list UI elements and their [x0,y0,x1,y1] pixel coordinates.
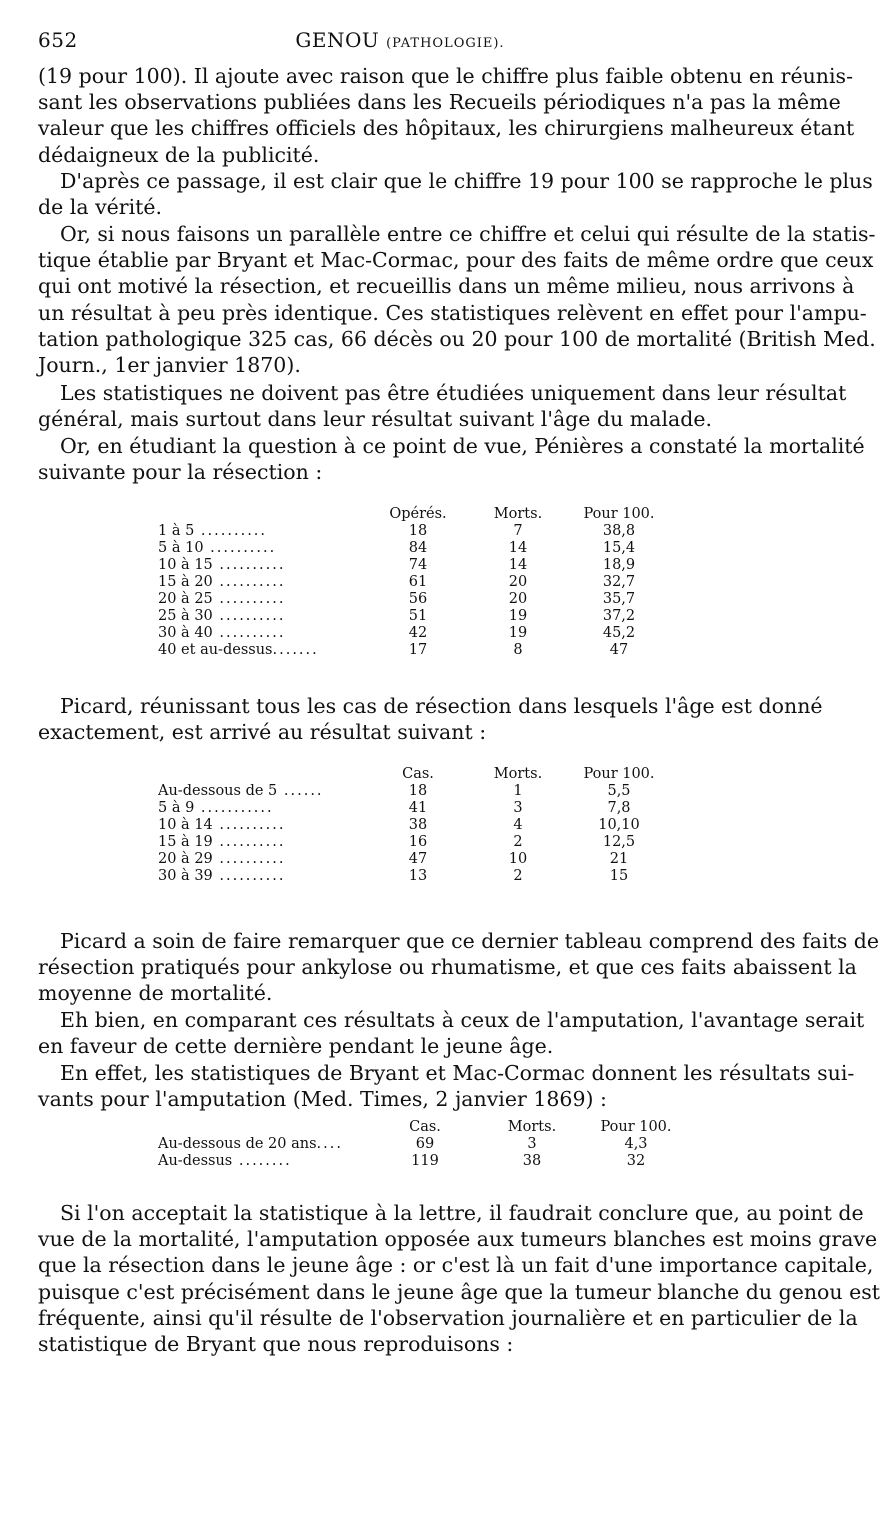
text-line: sant les observations publiées dans les Recueils périodiques n'a pas la même [38,90,841,115]
cell-morts: 7 [513,523,523,539]
cell-morts: 14 [508,557,528,573]
text-line: fréquente, ainsi qu'il résulte de l'observation journalière et en particulier de la [38,1305,858,1330]
leader-dots: .......... [212,557,286,573]
column-header: Cas. [409,1119,441,1135]
text-line: Les statistiques ne doivent pas être étudiées uniquement dans leur résultat [60,381,847,405]
text-line: exactement, est arrivé au résultat suivant : [38,720,487,745]
cell-morts: 19 [508,625,528,641]
leader-dots: .......... [212,851,286,867]
table-row [158,868,668,885]
cell-morts: 8 [513,642,523,658]
text-line: (19 pour 100). Il ajoute avec raison que le chiffre plus faible obtenu en réunis- [38,64,854,88]
column-header: Cas. [402,766,434,782]
table-row [158,540,668,557]
text-line: en faveur de cette dernière pendant le jeune âge. [38,1034,554,1059]
cell-cas: 16 [408,834,428,850]
table-header-row [158,766,668,783]
column-header [158,766,370,783]
leader-dots: .......... [212,834,286,850]
leader-dots: .......... [212,868,286,884]
column-header: Opérés. [389,506,447,522]
cell-operes: 42 [408,625,428,641]
column-header [158,506,370,523]
table-row [158,817,668,834]
age-range: 40 et au-dessus [158,642,273,658]
leader-dots: ...... [277,783,324,799]
cell-morts: 20 [508,574,528,590]
table-row [158,557,668,574]
cell-operes: 61 [408,574,428,590]
text-line: puisque c'est précisément dans le jeune âge que la tumeur blanche du genou est [38,1279,880,1304]
age-range: 20 à 25 [158,591,213,607]
running-title-main: GENOU [295,28,380,52]
text-line: tation pathologique 325 cas, 66 décès ou 20 pour 100 de mortalité (British Med. [38,326,876,351]
leader-dots: ........... [194,800,274,816]
age-range: Au-dessus [158,1153,233,1169]
text-line: que la résection dans le jeune âge : or c'est là un fait d'une importance capitale, [38,1253,874,1278]
text-line: qui ont motivé la résection, et recueillis dans un même milieu, nous arrivons à [38,274,855,299]
table-row [158,834,668,851]
cell-pour-cent: 15,4 [602,540,636,556]
table-header-row [158,1119,688,1136]
leader-dots: .......... [212,574,286,590]
cell-cas: 69 [415,1136,435,1152]
age-range: Au-dessous de 20 ans [158,1136,317,1152]
text-line: D'après ce passage, il est clair que le chiffre 19 pour 100 se rapproche le plus [60,169,873,193]
paragraph [38,1060,855,1112]
leader-dots: .... [316,1136,343,1152]
paragraph [38,1007,865,1059]
page-number: 652 [38,28,78,52]
cell-operes: 18 [408,523,428,539]
text-line: moyenne de mortalité. [38,981,273,1006]
cell-operes: 84 [408,540,428,556]
cell-operes: 51 [408,608,428,624]
table-row [158,800,668,817]
leader-dots: ........ [232,1153,292,1169]
age-range: 10 à 14 [158,817,213,833]
text-line: Picard a soin de faire remarquer que ce dernier tableau comprend des faits de [60,929,880,953]
cell-morts: 3 [527,1136,537,1152]
cell-morts: 20 [508,591,528,607]
paragraph [38,221,876,378]
cell-pour-cent: 37,2 [602,608,636,624]
column-header: Morts. [507,1119,557,1135]
paragraph [38,1200,880,1357]
table-row [158,574,668,591]
age-range: 1 à 5 [158,523,195,539]
text-line: général, mais surtout dans leur résultat suivant l'âge du malade. [38,407,713,432]
text-line: vue de la mortalité, l'amputation opposée aux tumeurs blanches est moins grave [38,1227,878,1252]
cell-pour-cent: 32 [626,1153,646,1169]
cell-morts: 14 [508,540,528,556]
table-row [158,523,668,540]
cell-pour-cent: 38,8 [602,523,636,539]
text-line: de la vérité. [38,195,163,220]
paragraph [38,693,823,745]
column-header: Pour 100. [600,1119,672,1135]
cell-pour-cent: 7,8 [607,800,631,816]
age-range: 15 à 19 [158,834,213,850]
cell-pour-cent: 4,3 [624,1136,648,1152]
cell-pour-cent: 32,7 [602,574,636,590]
cell-cas: 119 [411,1153,439,1169]
leader-dots: .......... [212,591,286,607]
running-title [38,28,762,52]
cell-cas: 41 [408,800,428,816]
amputation-mortality-table [158,1119,688,1170]
cell-operes: 17 [408,642,428,658]
cell-pour-cent: 18,9 [602,557,636,573]
text-line: dédaigneux de la publicité. [38,142,320,167]
cell-morts: 3 [513,800,523,816]
text-line: vants pour l'amputation (Med. Times, 2 janvier 1869) : [38,1087,607,1112]
cell-cas: 47 [408,851,428,867]
paragraph [38,63,855,168]
leader-dots: .......... [212,817,286,833]
cell-pour-cent: 5,5 [607,783,631,799]
cell-cas: 38 [408,817,428,833]
table-row [158,783,668,800]
cell-operes: 56 [408,591,428,607]
table-row [158,591,668,608]
table-row [158,625,668,642]
leader-dots: .......... [194,523,268,539]
cell-pour-cent: 15 [609,868,629,884]
table-row [158,608,668,625]
leader-dots: ....... [272,642,319,658]
paragraph [38,380,847,432]
table-row [158,851,668,868]
table-row [158,1153,688,1170]
age-range: 10 à 15 [158,557,213,573]
cell-cas: 18 [408,783,428,799]
text-line: Si l'on acceptait la statistique à la lettre, il faudrait conclure que, au point de [60,1201,864,1225]
cell-cas: 13 [408,868,428,884]
text-line: En effet, les statistiques de Bryant et Mac-Cormac donnent les résultats sui- [60,1061,855,1085]
age-range: 25 à 30 [158,608,213,624]
column-header: Morts. [493,766,543,782]
age-range: Au-dessous de 5 [158,783,278,799]
cell-pour-cent: 47 [609,642,629,658]
paragraph [38,168,873,220]
leader-dots: .......... [212,608,286,624]
table-row [158,642,668,659]
leader-dots: .......... [203,540,277,556]
resection-mortality-table [158,506,668,659]
cell-pour-cent: 12,5 [602,834,636,850]
cell-morts: 2 [513,868,523,884]
text-line: Picard, réunissant tous les cas de résection dans lesquels l'âge est donné [60,694,823,718]
cell-pour-cent: 21 [609,851,629,867]
running-title-subtitle: (PATHOLOGIE). [386,36,505,51]
cell-pour-cent: 10,10 [598,817,640,833]
text-line: tique établie par Bryant et Mac-Cormac, pour des faits de même ordre que ceux [38,248,874,273]
cell-morts: 1 [513,783,523,799]
paragraph [38,928,880,1007]
column-header: Morts. [493,506,543,522]
age-range: 20 à 29 [158,851,213,867]
table-row [158,1136,688,1153]
paragraph [38,433,865,485]
leader-dots: .......... [212,625,286,641]
cell-morts: 2 [513,834,523,850]
table-header-row [158,506,668,523]
cell-morts: 10 [508,851,528,867]
text-line: résection pratiqués pour ankylose ou rhumatisme, et que ces faits abaissent la [38,955,857,980]
picard-resection-table [158,766,668,885]
cell-pour-cent: 45,2 [602,625,636,641]
column-header: Pour 100. [583,766,655,782]
column-header [158,1119,370,1136]
column-header: Pour 100. [583,506,655,522]
cell-morts: 4 [513,817,523,833]
age-range: 5 à 10 [158,540,204,556]
cell-pour-cent: 35,7 [602,591,636,607]
age-range: 30 à 39 [158,868,213,884]
text-line: Or, en étudiant la question à ce point de vue, Pénières a constaté la mortalité [60,434,865,458]
cell-morts: 19 [508,608,528,624]
cell-operes: 74 [408,557,428,573]
cell-morts: 38 [522,1153,542,1169]
text-line: Eh bien, en comparant ces résultats à ceux de l'amputation, l'avantage serait [60,1008,865,1032]
text-line: valeur que les chiffres officiels des hôpitaux, les chirurgiens malheureux étant [38,116,855,141]
text-line: statistique de Bryant que nous reproduisons : [38,1332,514,1357]
text-line: un résultat à peu près identique. Ces statistiques relèvent en effet pour l'ampu- [38,300,867,325]
text-line: suivante pour la résection : [38,460,323,485]
page-header [38,28,762,56]
text-line: Journ., 1er janvier 1870). [38,353,301,378]
age-range: 15 à 20 [158,574,213,590]
age-range: 30 à 40 [158,625,213,641]
age-range: 5 à 9 [158,800,195,816]
text-line: Or, si nous faisons un parallèle entre ce chiffre et celui qui résulte de la statis- [60,222,876,246]
